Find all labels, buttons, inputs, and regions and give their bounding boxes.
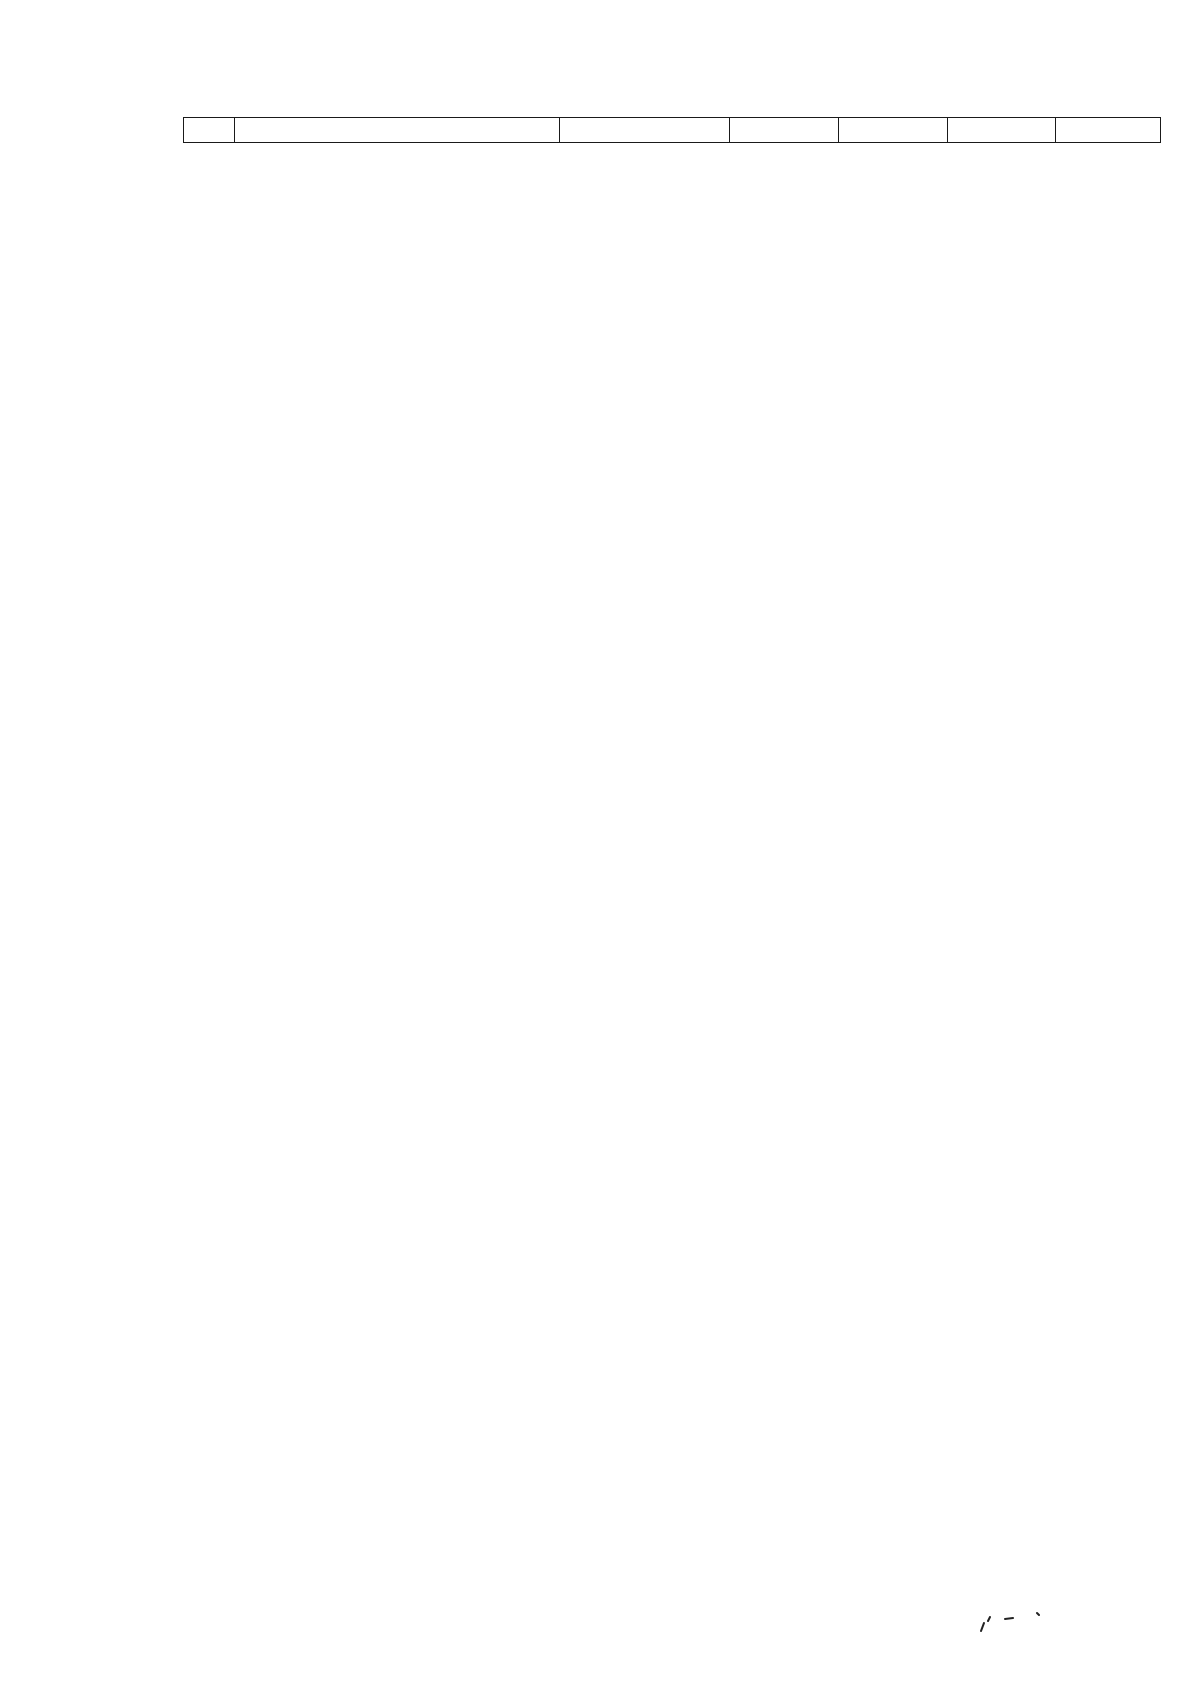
header-row	[184, 118, 1161, 143]
header-cell	[730, 118, 839, 143]
header-cell	[839, 118, 948, 143]
header-cell	[184, 118, 235, 143]
handwritten-marks	[975, 1607, 1065, 1637]
tariff-table	[183, 117, 1161, 143]
header-cell	[235, 118, 560, 143]
header-cell	[560, 118, 730, 143]
header-cell	[948, 118, 1056, 143]
header-cell	[1056, 118, 1161, 143]
